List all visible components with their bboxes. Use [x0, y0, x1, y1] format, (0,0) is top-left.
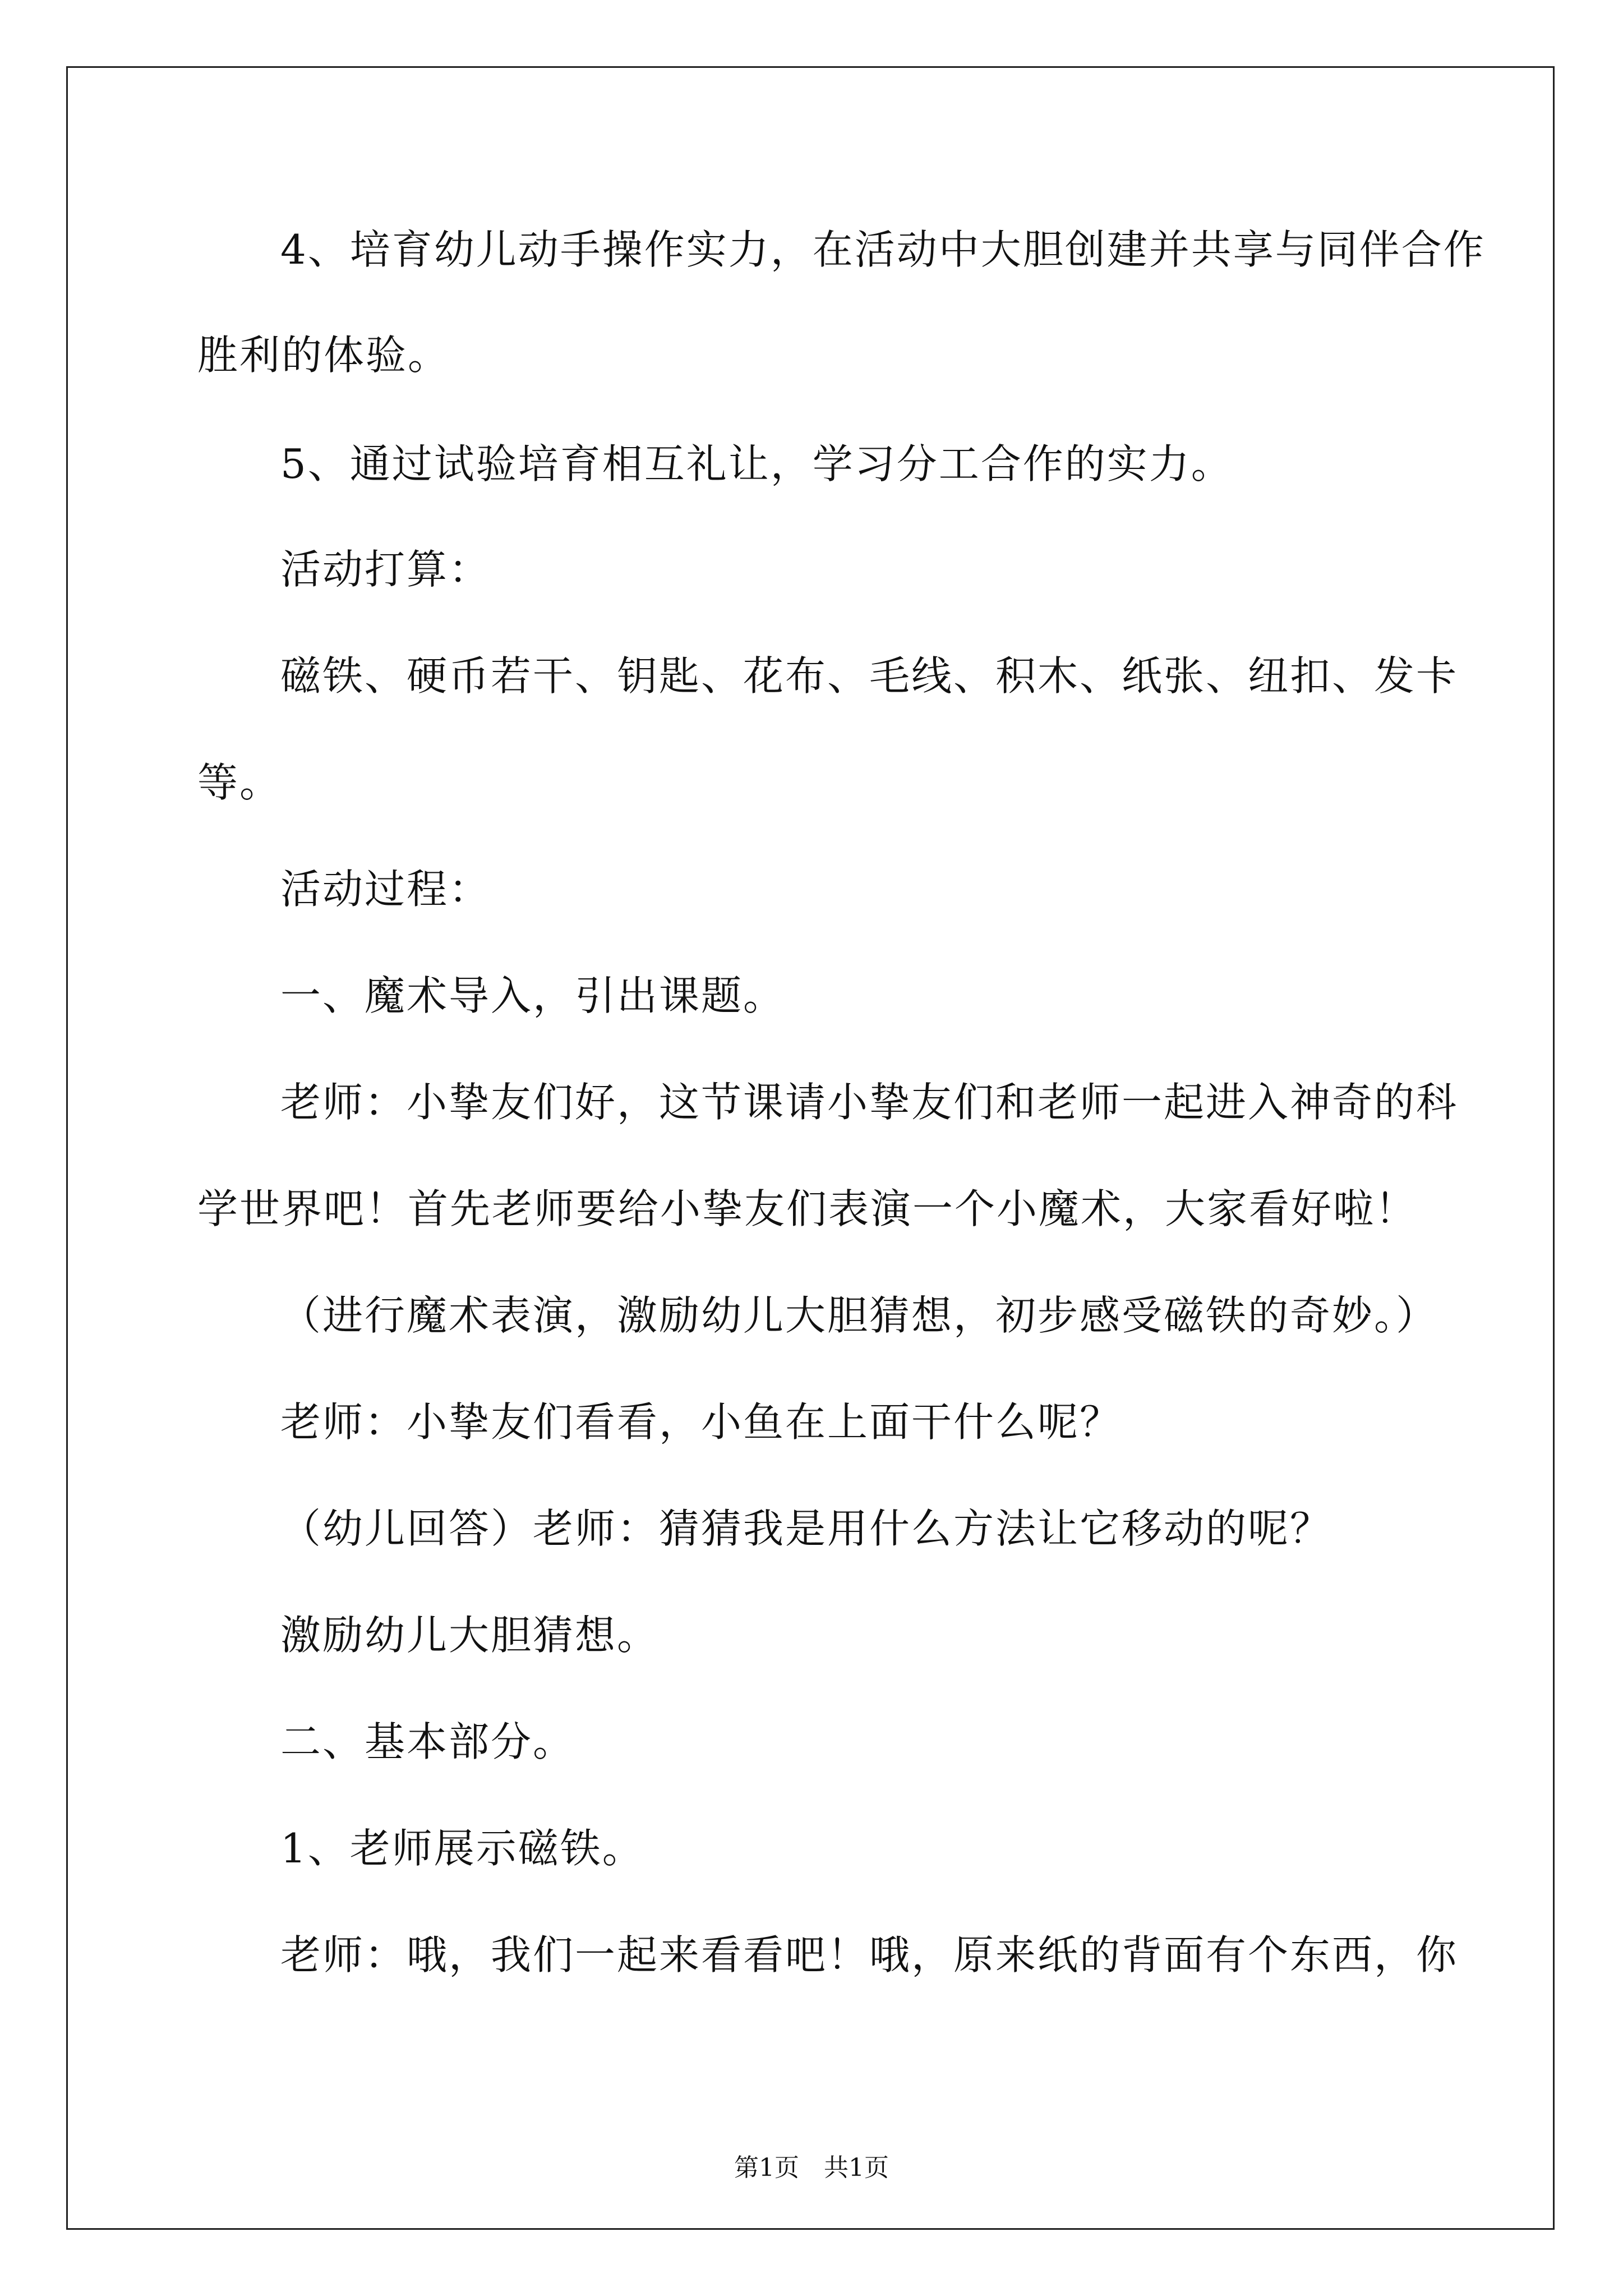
text-line: （幼儿回答）老师：猜猜我是用什么方法让它移动的呢？	[280, 1505, 1332, 1552]
text-line: 5、通过试验培育相互礼让，学习分工合作的实力。	[280, 440, 1233, 487]
text-line: 4、培育幼儿动手操作实力，在活动中大胆创建并共享与同伴合作	[280, 226, 1486, 273]
page-footer: 第1页 共1页	[734, 2154, 889, 2182]
text-line: 老师：小挚友们好，这节课请小挚友们和老师一起进入神奇的科	[280, 1079, 1459, 1126]
text-line: 学世界吧！首先老师要给小挚友们表演一个小魔术，大家看好啦！	[197, 1185, 1418, 1232]
text-line: （进行魔术表演，激励幼儿大胆猜想，初步感受磁铁的奇妙。）	[280, 1292, 1438, 1339]
text-line: 二、基本部分。	[280, 1718, 575, 1765]
text-line: 老师：哦，我们一起来看看吧！哦，原来纸的背面有个东西，你	[280, 1931, 1459, 1978]
text-line: 1、老师展示磁铁。	[280, 1825, 644, 1872]
text-line: 活动过程：	[280, 866, 491, 913]
text-line: 等。	[197, 759, 282, 806]
text-line: 磁铁、硬币若干、钥匙、花布、毛线、积木、纸张、纽扣、发卡	[280, 652, 1459, 700]
page-border	[66, 66, 1555, 2230]
text-line: 一、魔术导入，引出课题。	[280, 972, 786, 1019]
text-line: 激励幼儿大胆猜想。	[280, 1612, 660, 1659]
text-line: 活动打算：	[280, 546, 491, 593]
text-line: 老师：小挚友们看看，小鱼在上面干什么呢？	[280, 1398, 1122, 1446]
text-line: 胜利的体验。	[197, 332, 450, 379]
